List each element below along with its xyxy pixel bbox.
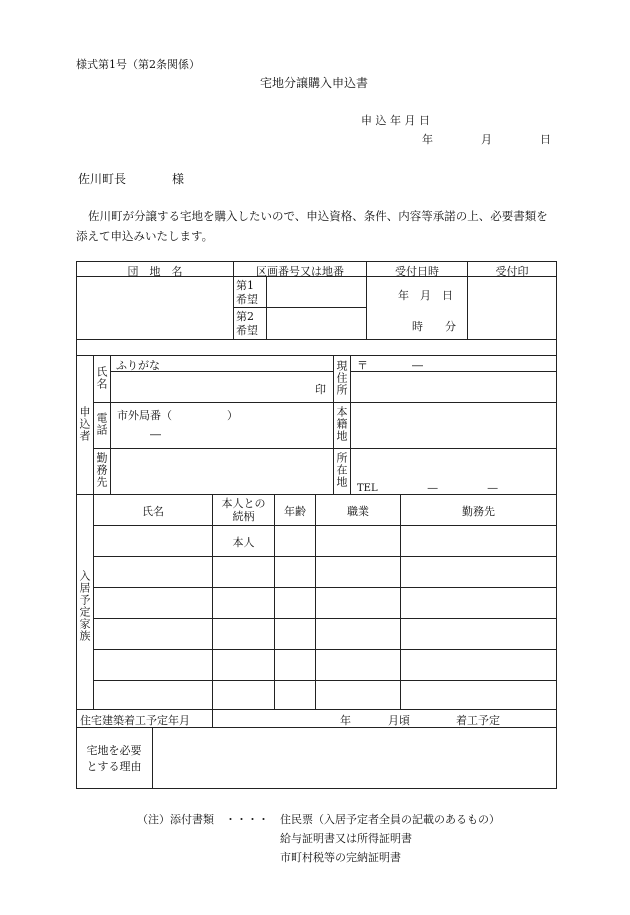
notes-head: （注）添付書類 ・・・・ [137, 813, 269, 826]
phone-area-code: 市外局番（ ） [117, 409, 238, 422]
receipt-ymd: 年 月 日 [398, 289, 453, 302]
header-estate: 団 地 名 [127, 265, 183, 278]
note-item-3: 市町村税等の完納証明書 [280, 851, 401, 864]
family-header-workplace: 勤務先 [462, 505, 495, 518]
second-choice-label: 第2希望 [236, 310, 258, 337]
construction-year: 年 [340, 714, 351, 727]
receipt-time: 時 分 [412, 320, 456, 333]
work-location-label: 所在地 [335, 452, 348, 488]
header-receipt-stamp: 受付印 [495, 265, 529, 278]
family-header-age: 年齢 [284, 505, 306, 518]
page-title: 宅地分譲購入申込書 [260, 76, 369, 90]
form-number: 様式第1号（第2条関係） [76, 58, 200, 71]
date-year: 年 [422, 133, 433, 146]
domicile-label: 本籍地 [335, 406, 348, 442]
addressee: 佐川町長 [78, 172, 127, 186]
header-lot-number: 区画番号又は地番 [256, 265, 344, 278]
phone-dash: ― [150, 428, 161, 441]
addressee-suffix: 様 [172, 172, 185, 186]
applicant-label: 申込者 [78, 406, 91, 442]
phone-label: 電話 [95, 412, 108, 436]
work-label: 勤務先 [95, 452, 108, 488]
furigana-label: ふりがな [116, 359, 160, 372]
family-header-name: 氏名 [142, 505, 164, 518]
date-day: 日 [540, 133, 551, 146]
family-header-relation: 本人との続柄 [221, 497, 266, 523]
construction-label: 住宅建築着工予定年月 [80, 714, 190, 727]
note-item-2: 給与証明書又は所得証明書 [280, 832, 412, 845]
work-tel: TEL ― ― [357, 483, 498, 494]
family-self-relation: 本人 [232, 536, 255, 549]
name-label: 氏名 [95, 366, 108, 390]
note-item-1: 住民票（入居予定者全員の記載のあるもの） [280, 813, 500, 826]
date-month: 月 [481, 133, 492, 146]
construction-suffix: 着工予定 [456, 714, 500, 727]
reason-label: 宅地を必要とする理由 [86, 744, 142, 773]
seal-mark: 印 [315, 383, 326, 396]
family-label: 入居予定家族 [78, 570, 91, 642]
header-receipt-date: 受付日時 [395, 265, 439, 278]
construction-month: 月頃 [388, 714, 410, 727]
address-label: 現住所 [335, 360, 348, 396]
family-header-job: 職業 [347, 505, 369, 518]
postal-code: 〒 ― [357, 359, 423, 372]
date-label: 申 込 年 月 日 [361, 114, 430, 127]
intro-text: 佐川町が分譲する宅地を購入したいので、申込資格、条件、内容等承諾の上、必要書類を添えて申込みいたします。 [76, 209, 548, 243]
first-choice-label: 第1希望 [236, 279, 258, 306]
